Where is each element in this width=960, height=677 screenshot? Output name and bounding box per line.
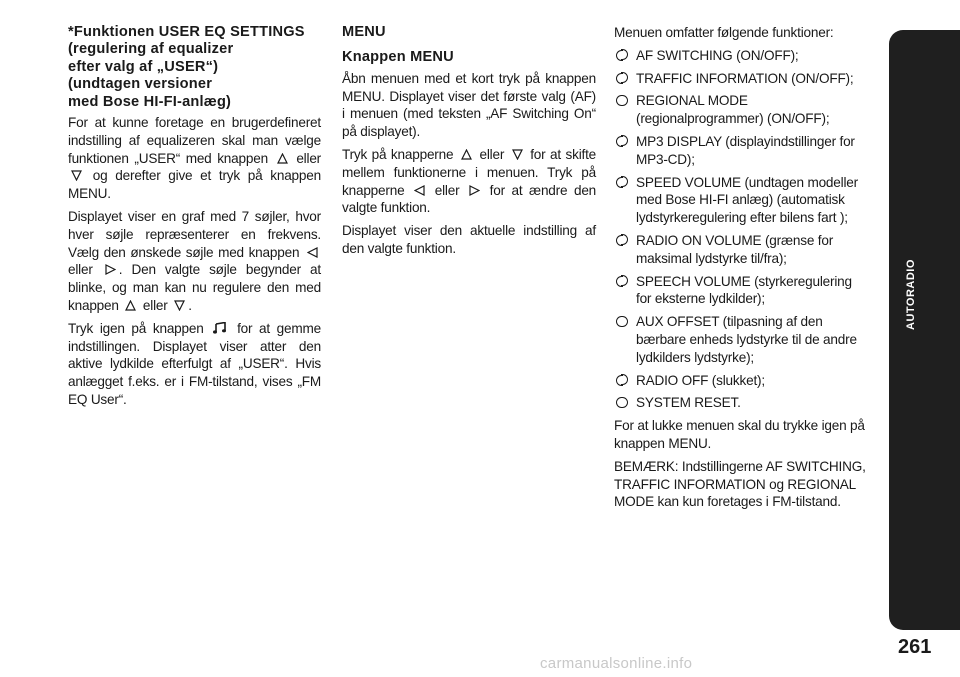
list-item-text: TRAFFIC INFORMATION (ON/OFF); [636, 70, 854, 86]
watermark: carmanualsonline.info [540, 655, 693, 672]
bullet-icon [616, 95, 623, 106]
triangle-up-icon [277, 153, 288, 164]
list-item-text: AUX OFFSET (tilpasning af den bærbare enheds lydstyrke til de andre lydkilders lydstyrke); [636, 314, 857, 365]
column-menu [342, 24, 596, 263]
menu-heading: MENU [342, 24, 386, 40]
section-tab-label [905, 310, 917, 330]
heading-line: *Funktionen USER EQ SETTINGS [68, 24, 305, 40]
page-number: 261 [898, 636, 932, 658]
bullet-icon [616, 397, 623, 408]
list-item [614, 273, 869, 309]
list-item-text: RADIO OFF (slukket); [636, 372, 765, 388]
text: For at kunne foretage en brugerdefineret indstilling af equalizeren skal man vælge funktionen „USER“ med knappen [68, 115, 321, 166]
list-item [614, 70, 869, 88]
list-item-text: SPEECH VOLUME (styrkeregulering for eksterne lydkilder); [636, 273, 852, 307]
heading-line: (undtagen versioner [68, 76, 213, 93]
bullet-icon [616, 276, 623, 287]
column-menu-functions [614, 24, 869, 516]
music-note-icon [213, 322, 227, 334]
list-item-text: REGIONAL MODE (regionalprogrammer) (ON/OFF); [636, 93, 830, 127]
list-item [614, 92, 869, 128]
triangle-down-icon [174, 300, 185, 311]
paragraph: Åbn menuen med et kort tryk på knappen MENU. Displayet viser det første valg (AF) i menuen (med teksten „AF Switching On“ på displayet). [342, 70, 596, 140]
text: Displayet viser en graf med 7 søjler, hvor hver søjle repræsenterer en frekvens. Vælg den ønskede søjle med knappen [68, 209, 321, 260]
text: og derefter give et tryk på knappen MENU. [68, 168, 321, 202]
triangle-down-icon [71, 170, 82, 181]
list-item-text: MP3 DISPLAY (displayindstillinger for MP3-CD); [636, 133, 855, 167]
paragraph: For at lukke menuen skal du trykke igen på knappen MENU. [614, 418, 865, 451]
list-item [614, 313, 869, 366]
bullet-icon [616, 177, 623, 188]
paragraph [68, 114, 321, 203]
text: for at gemme indstillingen. Displayet viser atter den aktive lydkilde efterfulgt af „USER“. Hvis anlægget f.eks. er i FM-tilstand, vises „FM EQ User“. [68, 320, 322, 407]
text: . [188, 298, 192, 313]
triangle-up-icon [125, 300, 136, 311]
paragraph [342, 146, 596, 217]
heading-line: efter valg af „USER“) [68, 58, 219, 75]
bullet-icon [616, 316, 623, 327]
list-item [614, 394, 869, 412]
triangle-right-icon [105, 264, 116, 275]
text: . Den valgte søjle begynder at blinke, og man kan nu regulere den med knappen [68, 262, 321, 313]
text: eller [142, 298, 168, 313]
list-item [614, 372, 869, 390]
paragraph [68, 320, 321, 409]
text: eller [296, 150, 321, 166]
bullet-icon [616, 50, 623, 61]
triangle-up-icon [461, 149, 472, 160]
bullet-icon [616, 235, 623, 246]
text: for at skifte mellem funktionerne i menuen. Tryk på knapperne [342, 147, 597, 198]
list-item-text: SYSTEM RESET. [636, 395, 741, 411]
note-paragraph: BEMÆRK: Indstillingerne AF SWITCHING, TRAFFIC INFORMATION og REGIONAL MODE kan kun foretages i FM-tilstand. [614, 458, 866, 510]
triangle-down-icon [512, 149, 523, 160]
list-item [614, 133, 869, 169]
column-user-eq [68, 24, 321, 414]
list-item [614, 47, 869, 65]
triangle-left-icon [414, 185, 425, 196]
list-item [614, 174, 869, 227]
text: Tryk igen på knappen [68, 320, 204, 336]
text: for at ændre den valgte funktion. [342, 182, 597, 216]
heading-line: med Bose HI-FI-anlæg) [68, 93, 232, 110]
paragraph [68, 208, 321, 315]
menu-subheading: Knappen MENU [342, 49, 454, 66]
paragraph: Displayet viser den aktuelle indstilling af den valgte funktion. [342, 223, 596, 256]
list-item [614, 232, 869, 268]
triangle-right-icon [469, 185, 480, 196]
list-item-text: AF SWITCHING (ON/OFF); [636, 47, 799, 63]
list-item-text: RADIO ON VOLUME (grænse for maksimal lydstyrke til/fra); [636, 232, 834, 266]
heading-line: (regulering af equalizer [68, 41, 234, 58]
text: Tryk på knapperne [342, 147, 454, 162]
user-eq-heading [68, 24, 321, 111]
list-item-text: SPEED VOLUME (undtagen modeller med Bose HI-FI anlæg) (automatisk lydstyrkeregulering efter bilens fart ); [636, 174, 858, 226]
triangle-left-icon [307, 247, 318, 258]
function-list [614, 47, 869, 412]
section-tab [889, 30, 960, 630]
text: eller [479, 147, 505, 162]
bullet-icon [616, 375, 623, 386]
bullet-icon [616, 136, 623, 147]
text: eller [434, 182, 460, 198]
text: eller [68, 262, 93, 278]
bullet-icon [616, 73, 623, 84]
intro-text: Menuen omfatter følgende funktioner: [614, 25, 834, 40]
